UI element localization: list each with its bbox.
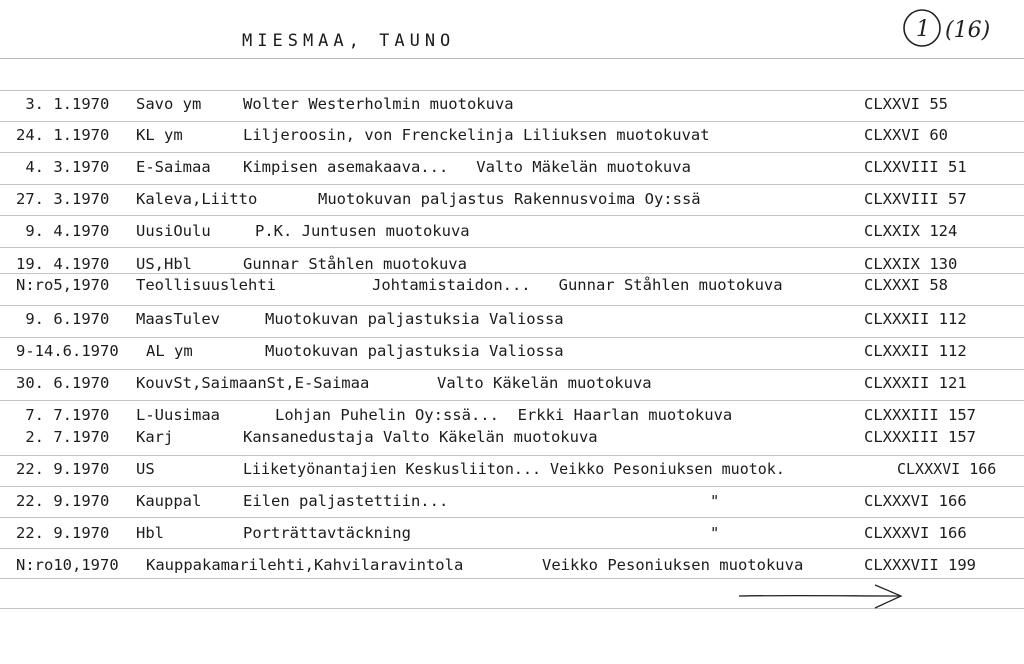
rule-line <box>0 517 1024 518</box>
entry-source: KouvSt,SaimaanSt,E-Saimaa <box>136 374 370 392</box>
entry-source: AL ym <box>146 342 193 360</box>
entry-row <box>0 460 1024 482</box>
entry-source: Karj <box>136 428 174 446</box>
rule-line <box>0 455 1024 456</box>
entry-source: Kauppakamarilehti,Kahvilaravintola <box>146 556 464 574</box>
entry-row <box>0 222 1024 244</box>
entry-source: Teollisuuslehti <box>136 276 276 294</box>
card-title: MIESMAA, TAUNO <box>242 31 456 51</box>
entry-text: Johtamistaidon... Gunnar Ståhlen muotokuva <box>372 276 783 294</box>
ditto-mark: " <box>710 524 720 542</box>
entry-text: Lohjan Puhelin Oy:ssä... Erkki Haarlan muotokuva <box>275 406 733 424</box>
entry-row <box>0 524 1024 546</box>
arrow-right-icon <box>735 582 905 612</box>
entry-date: 24. 1.1970 <box>16 126 110 144</box>
entry-ref: CLXXXII 112 <box>864 310 967 328</box>
entry-date: 9-14.6.1970 <box>16 342 119 360</box>
entry-text: Muotokuvan paljastuksia Valiossa <box>265 310 564 328</box>
entry-date: N:ro10,1970 <box>16 556 119 574</box>
rule-line <box>0 152 1024 153</box>
entry-row <box>0 374 1024 396</box>
entry-source: Kaleva,Liitto <box>136 190 258 208</box>
entry-text: Porträttavtäckning <box>243 524 411 542</box>
entry-ref: CLXXXIII 157 <box>864 428 976 446</box>
entry-source: MaasTulev <box>136 310 220 328</box>
entry-ref: CLXXVI 55 <box>864 95 948 113</box>
entry-row <box>0 126 1024 148</box>
rule-line <box>0 337 1024 338</box>
rule-line <box>0 247 1024 248</box>
card-total: (16) <box>945 18 991 43</box>
entry-text: Muotokuvan paljastus Rakennusvoima Oy:ssä <box>318 190 701 208</box>
card-number-handwritten <box>900 6 1018 50</box>
entry-ref: CLXXIX 130 <box>864 255 958 273</box>
entry-source: E-Saimaa <box>136 158 211 176</box>
entry-row <box>0 190 1024 212</box>
entry-source: Savo ym <box>136 95 202 113</box>
card-number: 1 <box>916 17 930 42</box>
entry-row <box>0 158 1024 180</box>
entry-text: Wolter Westerholmin muotokuva <box>243 95 514 113</box>
rule-line <box>0 305 1024 306</box>
entry-date: N:ro5,1970 <box>16 276 110 294</box>
entry-ref: CLXXXVI 166 <box>897 460 997 478</box>
entry-ref: CLXXXVI 166 <box>864 524 967 542</box>
entry-ref: CLXXXVII 199 <box>864 556 976 574</box>
entry-ref: CLXXXI 58 <box>864 276 948 294</box>
entry-row <box>0 492 1024 514</box>
entry-date: 2. 7.1970 <box>16 428 110 446</box>
rule-line <box>0 400 1024 401</box>
rule-line <box>0 215 1024 216</box>
rule-line <box>0 184 1024 185</box>
entry-text: Veikko Pesoniuksen muotokuva <box>542 556 804 574</box>
entry-date: 9. 4.1970 <box>16 222 110 240</box>
entry-ref: CLXXXVI 166 <box>864 492 967 510</box>
entry-source: UusiOulu <box>136 222 211 240</box>
entry-row <box>0 310 1024 332</box>
entry-date: 4. 3.1970 <box>16 158 110 176</box>
entry-date: 27. 3.1970 <box>16 190 110 208</box>
entry-ref: CLXXXIII 157 <box>864 406 976 424</box>
entry-source: L-Uusimaa <box>136 406 220 424</box>
rule-line <box>0 578 1024 579</box>
entry-date: 7. 7.1970 <box>16 406 110 424</box>
entry-source: US,Hbl <box>136 255 192 273</box>
ditto-mark: " <box>710 492 720 510</box>
rule-line <box>0 90 1024 91</box>
entry-ref: CLXXVIII 57 <box>864 190 967 208</box>
entry-text: Liiketyönantajien Keskusliiton... Veikko Pesoniuksen muotok. <box>243 460 785 478</box>
entry-date: 19. 4.1970 <box>16 255 110 273</box>
entry-date: 22. 9.1970 <box>16 492 110 510</box>
entry-text: Gunnar Ståhlen muotokuva <box>243 255 467 273</box>
entry-source: Hbl <box>136 524 164 542</box>
entry-row <box>0 95 1024 117</box>
entry-ref: CLXXIX 124 <box>864 222 958 240</box>
entry-ref: CLXXXII 121 <box>864 374 967 392</box>
entry-text: Muotokuvan paljastuksia Valiossa <box>265 342 564 360</box>
title-rule <box>0 58 1024 59</box>
rule-line <box>0 121 1024 122</box>
entry-text: Liljeroosin, von Frenckelinja Liliuksen muotokuvat <box>243 126 710 144</box>
entry-date: 9. 6.1970 <box>16 310 110 328</box>
entry-text: Kansanedustaja Valto Käkelän muotokuva <box>243 428 598 446</box>
entry-row <box>0 556 1024 578</box>
rule-line <box>0 548 1024 549</box>
entry-text: Valto Käkelän muotokuva <box>437 374 652 392</box>
entry-row <box>0 276 1024 298</box>
entry-row <box>0 255 1024 277</box>
entry-ref: CLXXVIII 51 <box>864 158 967 176</box>
entry-text: P.K. Juntusen muotokuva <box>255 222 470 240</box>
entry-row <box>0 406 1024 428</box>
entry-date: 30. 6.1970 <box>16 374 110 392</box>
entry-date: 22. 9.1970 <box>16 524 110 542</box>
rule-line <box>0 486 1024 487</box>
entry-row <box>0 342 1024 364</box>
entry-ref: CLXXXII 112 <box>864 342 967 360</box>
entry-ref: CLXXVI 60 <box>864 126 948 144</box>
entry-date: 3. 1.1970 <box>16 95 110 113</box>
entry-row <box>0 428 1024 450</box>
entry-source: US <box>136 460 155 478</box>
rule-line <box>0 369 1024 370</box>
entry-source: KL ym <box>136 126 183 144</box>
entry-date: 22. 9.1970 <box>16 460 110 478</box>
entry-text: Eilen paljastettiin... <box>243 492 449 510</box>
entry-source: Kauppal <box>136 492 202 510</box>
entry-text: Kimpisen asemakaava... Valto Mäkelän muotokuva <box>243 158 691 176</box>
